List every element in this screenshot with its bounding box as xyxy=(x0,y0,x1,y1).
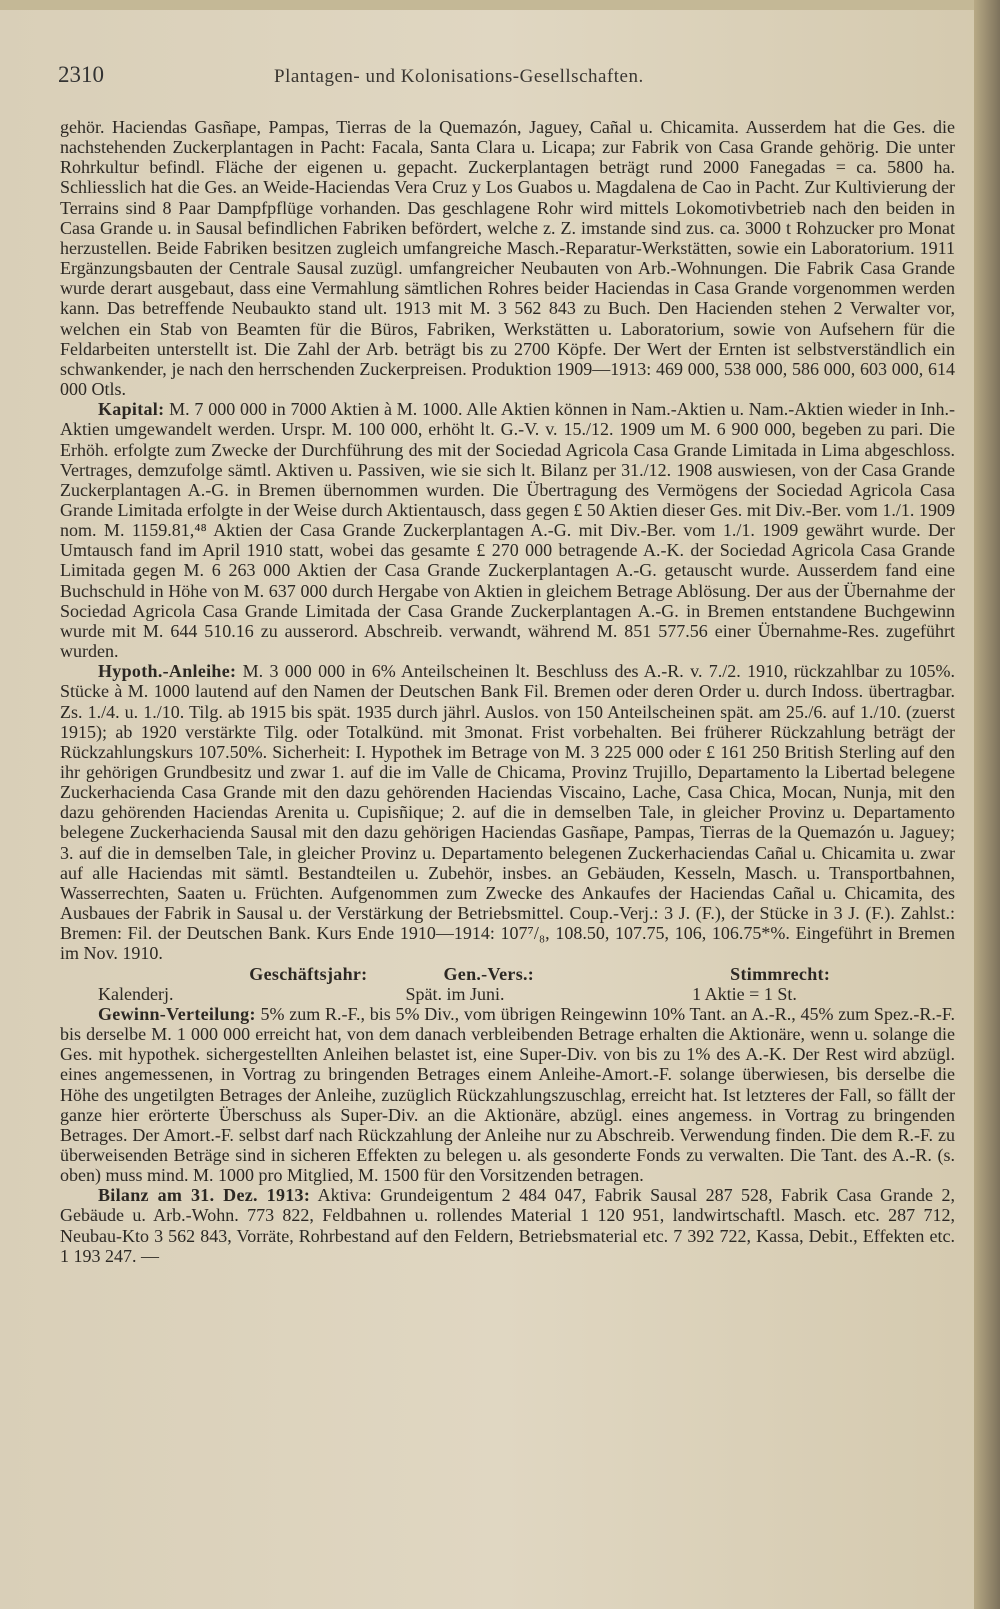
article-body xyxy=(60,117,955,1266)
hypoth-label: Hypoth.-Anleihe: xyxy=(98,661,237,682)
geschaeftsjahr-label: Geschäftsjahr: xyxy=(249,963,368,984)
gewinn-label: Gewinn-Verteilung: xyxy=(98,1003,256,1024)
stimmrecht-value: 1 Aktie = 1 St. xyxy=(692,983,797,1004)
geschaeftsjahr-row xyxy=(60,964,955,1004)
geschaeftsjahr-item xyxy=(60,964,367,1004)
genvers-value: Spät. im Juni. xyxy=(405,983,505,1004)
genvers-label: Gen.-Vers.: xyxy=(443,963,535,984)
running-head: Plantagen- und Kolonisations-Gesellschaften. xyxy=(274,66,644,87)
stimmrecht-label: Stimmrecht: xyxy=(730,963,831,984)
page-header xyxy=(58,62,958,92)
intro-paragraph xyxy=(60,117,955,399)
hypoth-paragraph xyxy=(60,661,955,963)
intro-text: gehör. Haciendas Gasñape, Pampas, Tierras de la Quemazón, Jaguey, Cañal u. Chicamita. Ausserdem hat die Ges. die nachstehenden Zuckerplantagen in Pacht: Facala, Santa Clara u. Licapa; zur Fabrik von Casa Grande gehörig. Die unter Rohrkultur befindl. Fläche der eigenen u. gepacht. Zuckerplantagen beträgt rund 2000 Fanegadas = ca. 5800 ha. Schliesslich hat die Ges. an Weide-Haciendas Vera Cruz y Los Guabos u. Magdalena de Cao in Pacht. Zur Kultivierung der Terrains sind 8 Paar Dampfpflüge vorhanden. Das geschlagene Rohr wird mittels Lokomotivbetrieb nach den beiden in Casa Grande u. in Sausal befindlichen Fabriken befördert, welche z. Z. imstande sind zus. ca. 3000 t Rohzucker pro Monat herzustellen. Beide Fabriken besitzen zugleich umfangreiche Masch.-Reparatur-Werkstätten, sowie ein Laboratorium. 1911 Ergänzungsbauten der Centrale Sausal zuzügl. umfangreicher Neubauten von Arb.-Wohnungen. Die Fabrik Casa Grande wurde derart ausgebaut, dass eine Vermahlung sämtlichen Rohres beider Haciendas in Casa Grande vorgenommen werden kann. Das betreffende Neubaukto stand ult. 1913 mit M. 3 562 843 zu Buch. Den Hacienden stehen 2 Verwalter vor, welchen ein Stab von Beamten für die Büros, Fabriken, Werkstätten u. Laboratorium, sowie von Aufsehern für die Feldarbeiten unterstellt ist. Die Zahl der Arb. beträgt bis zu 2700 Köpfe. Der Wert der Ernten ist selbstverständlich ein schwankender, je nach den herrschenden Zuckerpreisen. Produktion 1909—1913: 469 000, 538 000, 586 000, 603 000, 614 000 Otls. xyxy=(60,117,955,400)
hypoth-text: M. 3 000 000 in 6% Anteilscheinen lt. Beschluss des A.-R. v. 7./2. 1910, rückzahlbar zu 105%. Stücke à M. 1000 lautend auf den Namen der Deutschen Bank Fil. Bremen oder deren Order u. durch Indoss. übertragbar. Zs. 1./4. u. 1./10. Tilg. ab 1915 bis spät. 1935 durch jährl. Auslos. von 150 Anteilscheinen spät. am 25./6. auf 1./10. (zuerst 1915); ab 1920 verstärkte Tilg. oder Totalkünd. mit 3monat. Frist vorbehalten. Bei früherer Rückzahlung beträgt der Rückzahlungskurs 107.50%. Sicherheit: I. Hypothek im Betrage von M. 3 225 000 oder £ 161 250 British Sterling auf den ihr gehörigen Grundbesitz und zwar 1. auf die im Valle de Chicama, Provinz Trujillo, Departamento la Libertad belegene Zuckerhacienda Casa Grande mit den dazu gehörenden Haciendas Viscaino, Lache, Casa Chica, Mocan, Nunja, mit den dazu gehörenden Haciendas Arenita u. Cupisñique; 2. auf die in demselben Tale, in gleicher Provinz u. Departamento belegene Zuckerhacienda Sausal mit den dazu gehörigen Haciendas Gasñape, Pampas, Tierras de la Quemazón u. Jaguey; 3. auf die in demselben Tale, in gleicher Provinz u. Departamento belegenen Zuckerhaciendas Cañal u. Chicamita u. zwar auf alle Haciendas mit sämtl. Bestandteilen u. Zubehör, insbes. an Gebäuden, Kesseln, Masch. u. Transportbahnen, Wasserrechten, Saaten u. Früchten. Aufgenommen zum Zwecke des Ankaufes der Haciendas Cañal u. Chicamita, des Ausbaues der Fabrik in Sausal u. der Verstärkung der Betriebsmittel. Coup.-Verj.: 3 J. (F.), der Stücke in 3 J. (F.). Zahlst.: Bremen: Fil. der Deutschen Bank. Kurs Ende 1910—1914: 107⁷/₈, 108.50, 107.75, 106, 106.75*%. Eingeführt in Bremen im Nov. 1910. xyxy=(60,661,955,964)
gewinn-text: 5% zum R.-F., bis 5% Div., vom übrigen Reingewinn 10% Tant. an A.-R., 45% zum Spez.-R.-F. bis derselbe M. 1 000 000 erreicht hat, von dem danach verbleibenden Betrage erhalten die Aktionäre, wenn u. solange die Ges. mit hypothek. sichergestellten Anleihen belastet ist, eine Super-Div. von bis zu 1% des A.-K. Der Rest wird abzügl. eines angemessenen, in Vortrag zu bringenden Betrages einem Anleihe-Amort.-F. solange überwiesen, bis derselbe die Höhe des ungetilgten Betrages der Anleihe, zuzüglich Rückzahlungszuschlag, erreicht hat. Ist letzteres der Fall, so fällt der ganze hier erörterte Überschuss als Super-Div. an die Aktionäre, abzügl. eines angemess. in Vortrag zu bringenden Betrages. Der Amort.-F. selbst darf nach Rückzahlung der Anleihe nur zu Abschreib. Verwendung finden. Die dem R.-F. zu überweisenden Beträge sind in sicheren Effekten zu belegen u. als gesonderte Fonds zu verwalten. Die Tant. des A.-R. (s. oben) muss mind. M. 1000 pro Mitglied, M. 1500 für den Vorsitzenden betragen. xyxy=(60,1003,955,1186)
page-right-edge xyxy=(974,0,1000,1609)
bilanz-label: Bilanz am 31. Dez. 1913: xyxy=(98,1185,311,1206)
page-top-edge xyxy=(0,0,1000,10)
geschaeftsjahr-value: Kalenderj. xyxy=(98,983,174,1004)
bilanz-text: Aktiva: Grundeigentum 2 484 047, Fabrik Sausal 287 528, Fabrik Casa Grande 2, Gebäude u. Arb.-Wohn. 773 822, Feldbahnen u. rollendes Material 1 120 951, landwirtschaftl. Masch. etc. 287 712, Neubau-Kto 3 562 843, Vorräte, Rohrbestand auf den Feldern, Betriebsmaterial etc. 7 392 722, Kassa, Debit., Effekten etc. 1 193 247. — xyxy=(60,1185,955,1266)
bilanz-paragraph xyxy=(60,1185,955,1266)
kapital-label: Kapital: xyxy=(98,399,165,420)
genvers-item xyxy=(367,964,654,1004)
kapital-paragraph xyxy=(60,399,955,661)
kapital-text: M. 7 000 000 in 7000 Aktien à M. 1000. Alle Aktien können in Nam.-Aktien u. Nam.-Aktien wieder in Inh.-Aktien umgewandelt werden. Urspr. M. 100 000, erhöht lt. G.-V. v. 15./12. 1909 um M. 6 900 000, begeben zu pari. Die Erhöh. erfolgte zum Zwecke der Durchführung des mit der Sociedad Agricola Casa Grande Limitada in Lima abgeschloss. Vertrages, demzufolge sämtl. Aktiven u. Passiven, wie sie sich lt. Bilanz per 31./12. 1908 auswiesen, von der Casa Grande Zuckerplantagen A.-G. in Bremen übernommen wurden. Die Übertragung des Vermögens der Sociedad Agricola Casa Grande Limitada erfolgte in der Weise durch Aktientausch, dass gegen £ 50 Aktien dieser Ges. mit Div.-Ber. vom 1./1. 1909 nom. M. 1159.81,⁴⁸ Aktien der Casa Grande Zuckerplantagen A.-G. mit Div.-Ber. vom 1./1. 1909 gewährt wurde. Der Umtausch fand im April 1910 statt, wobei das gesamte £ 270 000 betragende A.-K. der Sociedad Agricola Casa Grande Limitada gegen M. 6 263 000 Aktien der Casa Grande Zuckerplantagen A.-G. getauscht wurde. Ausserdem fand eine Buchschuld in Höhe von M. 637 000 durch Hergabe von Aktien in gleichem Betrage Ablösung. Der aus der Übernahme der Sociedad Agricola Casa Grande Limitada der Casa Grande Zuckerplantagen A.-G. in Bremen entstandene Buchgewinn wurde mit M. 644 510.16 zu ausserord. Abschreib. verwandt, während M. 851 577.56 einer Übernahme-Res. zugeführt wurden. xyxy=(60,399,955,662)
stimmrecht-item xyxy=(654,964,955,1004)
page-number: 2310 xyxy=(58,62,104,87)
gewinn-paragraph xyxy=(60,1004,955,1185)
